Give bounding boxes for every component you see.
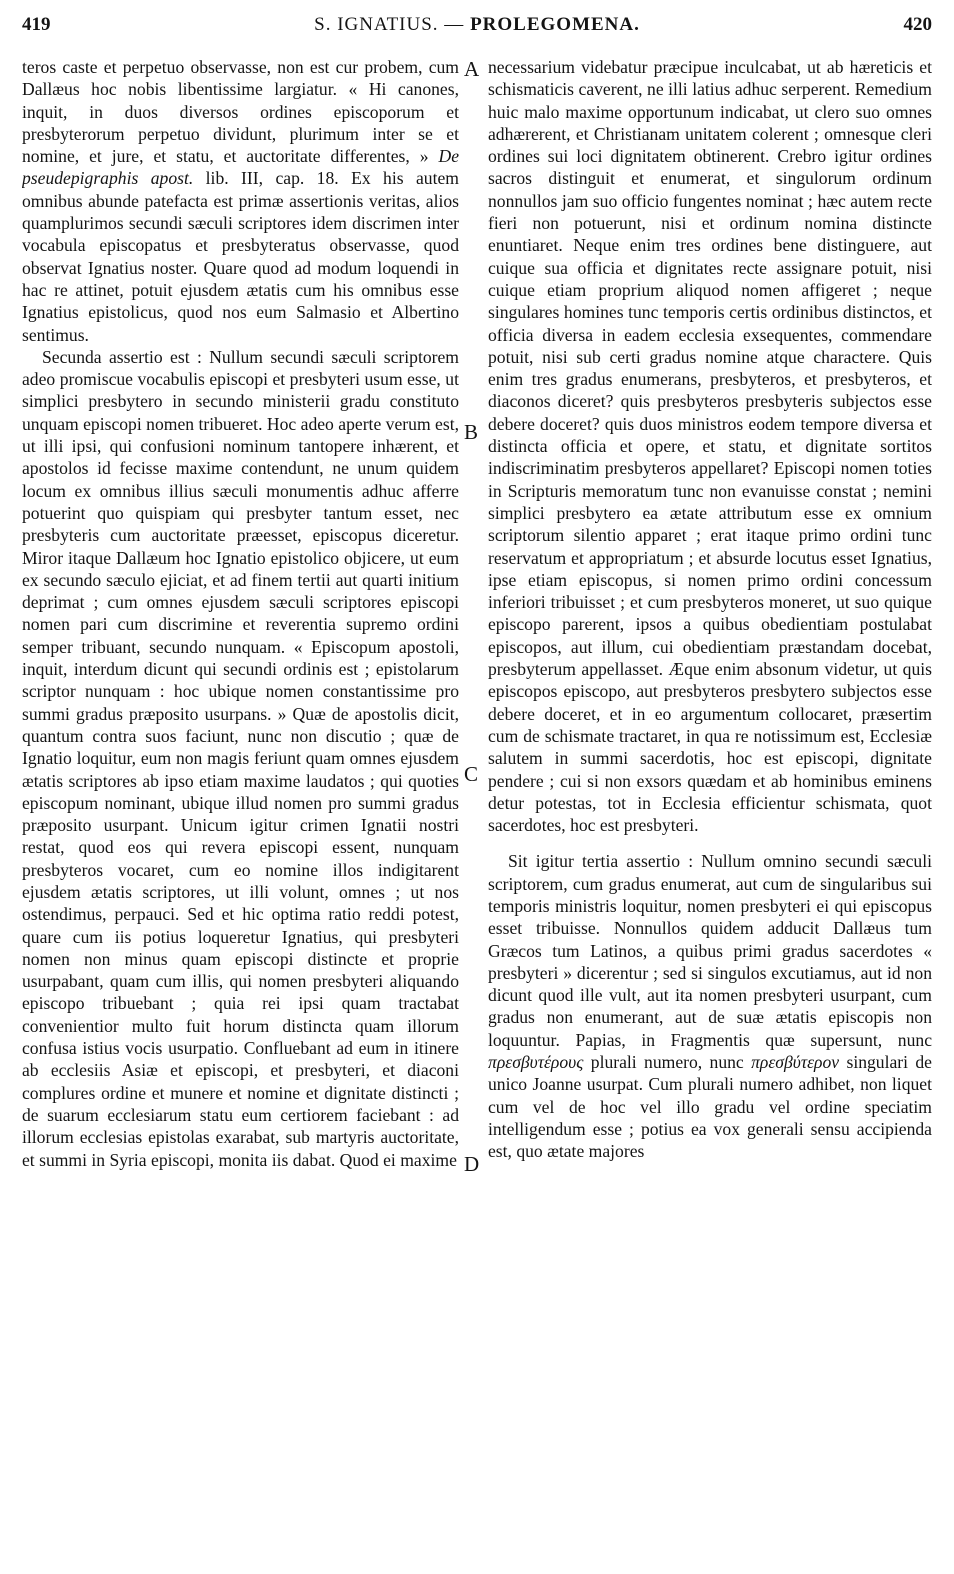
- greek-word: πρεσβύτερον: [751, 1052, 840, 1073]
- running-title-prefix: S. IGNATIUS. —: [314, 14, 471, 35]
- paragraph: Secunda assertio est : Nullum secundi sæculi scriptorem adeo promiscue vocabulis episcopi et presbyteri usum esse, ut simplici presbytero in secundo ministerii gradu constituto unquam episcopi nomen tribueret. Hoc adeo aperte verum est, ut illi ipsi, qui confusioni nominum tantopere inhærent, et apostolos id fecisse maxime contendunt, ne unum quidem locum ex omnibus illius sæculi monumentis adhuc afferre potuerint quo quispiam qui presbyter tantum esset, nec presbyteris cum auctoritate præesset, episcopus diceretur. Miror itaque Dallæum hoc Ignatio epistolico objicere, ut eum ex secundo sæculo ejiciat, et ad finem tertii aut quarti initium deprimat ; cum omnes ejusdem sæculi scriptores episcopi nomen pari cum discrimine et reverentia supremo ordini semper tribuant, secundo nunquam. « Episcopum apostoli, inquit, interdum dicunt qui secundi ordinis est ; epistolarum scriptor nunquam : hoc ubique nomen constantissime pro summi gradus præposito usurpans. » Quæ de apostolis dicit, quantum contra suos faciunt, nunc non discutio ; quæ de Ignatio loquitur, eum non magis feriunt quam omnes ejusdem ætatis scriptores ab ipso etiam maxime laudatos ; qui quoties episcopum nominant, ubique illud nomen pro summi gradus præposito usurpant. Unicum igitur crimen Ignatii nostri restat, quod eos qui revera episcopi essent, nunquam presbyteros vocaret, cum eo nomine illos indigitarent ejusdem ætatis scriptores, ut illi volunt, omnes ; ut nos ostendimus, perpauci. Sed et hic optima ratio reddi potest, quare cum iis potius loqueretur Ignatius, qui presbyteri nomen non minus quam episcopi distincte et proprie usurpabant, quam cum illis, qui nomen presbyteri aliquando episcopo tribuebant ; quia rei ipsi quam tractabat convenientior multo fuit horum distincta quam illorum confusa istius vocis usurpatio. Confluebant ad eum in itinere ab ecclesiis Asiæ et episcopi, et presbyteri, et diaconi complures ordine et munere et nomine et dignitate distincti ; de suarum ecclesiarum statu eum certiorem faciebant : ad illorum ecclesias epistolas exarabat, sub martyris auctoritate, et summi in Syria episcopi, monita iis dabat. Quod ei maxime: [22, 346, 459, 1170]
- section-marker-b: B: [464, 420, 479, 444]
- paragraph: necessarium videbatur præcipue inculcabat, ut ab hæreticis et schismaticis caverent, ne illi latius adhuc serperent. Remedium huic malo maxime opportunum indicabat, ut clero suo omnes adhærerent, et Christianam unitatem colerent ; omnesque cleri ordines sui loci dignitatem obtinerent. Crebro igitur ordines sacros distinguit et enumerat, et singulorum ordinum nonnullos jam suo officio fungentes nominat ; hæc autem recte fieri non potuerunt, nisi et ordinum nomina distincte enuntiaret. Neque enim tres ordines bene distinguere, aut cuique sua officia et dignitates recte assignare potuit, nisi cuique etiam proprium aliquod nomen affigeret ; neque singulares homines tunc temporis certis ordinibus distinctos, et officia diversa in eadem ecclesia exsequentes, commendare potuit, nisi sub certi gradus nomine atque charactere. Quis enim tres gradus enumerans, presbyteros, et presbyteros, et diaconos diceret? quis presbyteros presbyteris subjectos esse debere doceret? quis duos ministros eodem tempore diversa et distincta officia et opere, et statu, et dignitate sortitos indiscriminatim presbyteros appellaret? Episcopi nomen toties in Scripturis memoratum tunc non evanuisse constat ; nemini simplici presbytero ea ætate attributum esse ex omnium scriptorum silentio apparet ; erat itaque primo ordini tunc reservatum et appropriatum ; et absurde locutus esset Ignatius, ipse etiam episcopus, si nomen primo ordini concessum inferiori tribuisset ; et cum presbyteros moneret, ut suo quique episcopo parerent, ipsos a quibus obedientiam postulabat episcopos, aut illum, cui obedientiam præstandam docebat, presbyterum appellasset. Æque enim absonum videtur, ut quis episcopos episcopo, aut presbyteros presbytero subjectos esse debere doceret, et in eo argumentum collocaret, præsertim cum de schismate tractaret, in qua re notissimum est, Ecclesiæ salutem in summi sacerdotis, hoc est episcopi, dignitate pendere ; cui si non exsors quædam et ab hominibus eminens detur potestas, tot in Ecclesia efficientur schismata, quot sacerdotes, hoc est presbyteri.: [488, 57, 932, 836]
- running-header: [22, 14, 932, 48]
- running-title-main: PROLEGOMENA.: [470, 14, 640, 35]
- paragraph: Sit igitur tertia assertio : Nullum omnino secundi sæculi scriptorem, cum gradus enumerat, aut cum de singularibus sui temporis ministris loquitur, nomen presbyteri ei qui episcopus esset tribuisse. Nonnullos quidem adducit Dallæus tum Græcos tum Latinos, a quibus primi gradus sacerdotes « presbyteri » dicerentur ; sed si singulos excutiamus, aut id non dicunt quod ille vult, aut ita nomen presbyteri usurpant, cum gradus non enumerant, aut de suæ ætatis episcopis non loquuntur. Papias, in Fragmentis quæ supersunt, nunc πρεσβυτέρους plurali numero, nunc πρεσβύτερον singulari de unico Joanne usurpat. Cum plurali numero adhibet, non liquet cum vel de hoc vel illo gradu vel ordine speciatim intelligendum esse ; potius ea vox generali sensu accipienda est, quo ætate majores: [488, 851, 932, 1162]
- right-column: [488, 56, 932, 1554]
- page-number-left: 419: [22, 14, 51, 35]
- paragraph: teros caste et perpetuo observasse, non est cur probem, cum Dallæus hoc nobis libentissime largiatur. « Hi canones, inquit, in duos diversos ordines episcoporum et presbyterorum perpetuo dividunt, plurimum inter se et nomine, et jure, et statu, et auctoritate differentes, » De pseudepigraphis apost. lib. III, cap. 18. Ex his autem omnibus abunde patefacta est primæ assertionis veritas, alios quamplurimos secundi sæculi scriptores idem discrimen inter vocabula episcopatus et presbyteratus observasse, quod observat Ignatius noster. Quare quod ad modum loquendi in hac re attinet, potuit ejusdem ætatis cum his omnibus esse Ignatius epistolicus, quod nos eum Salmasio et Albertino sentimus.: [22, 57, 459, 345]
- section-marker-d: D: [464, 1152, 480, 1176]
- work-title: De pseudepigraphis apost.: [22, 146, 459, 189]
- greek-word: πρεσβυτέρους: [488, 1052, 584, 1073]
- left-column: [22, 56, 459, 1554]
- running-title: [22, 14, 932, 36]
- page-number-right: 420: [903, 14, 932, 35]
- section-marker-c: C: [464, 762, 479, 786]
- section-marker-a: A: [464, 57, 480, 81]
